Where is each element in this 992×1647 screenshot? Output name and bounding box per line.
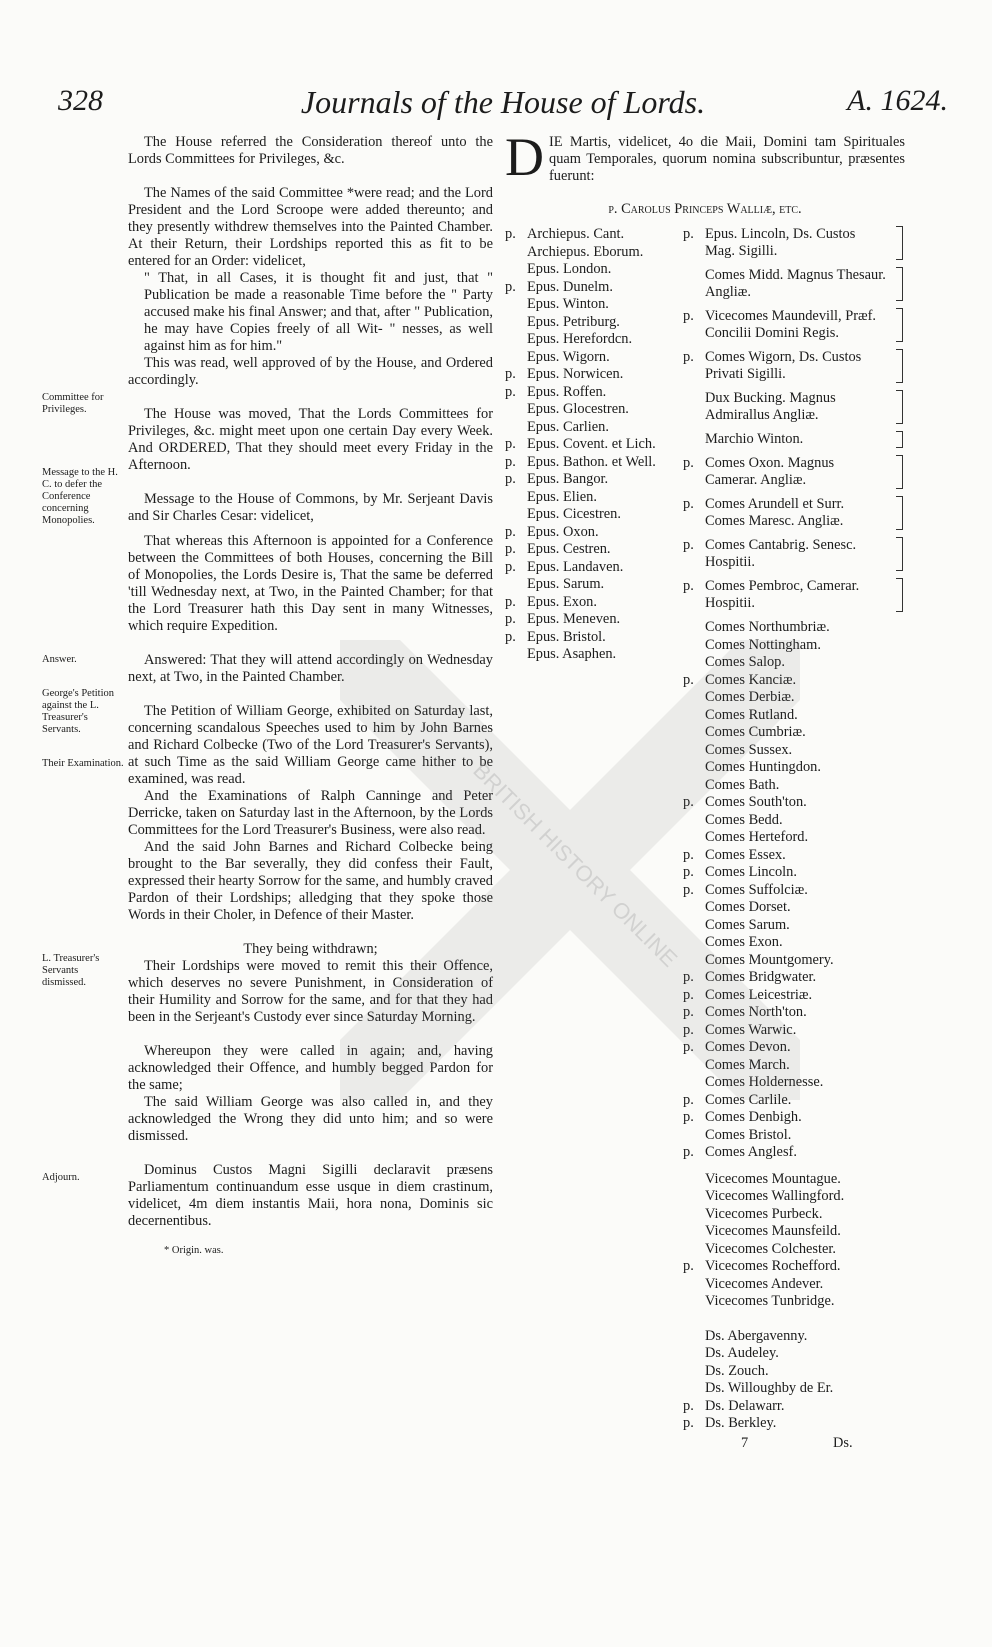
barons-list [683, 1328, 905, 1433]
catchword: Ds. [833, 1434, 853, 1451]
watermark-text: BRITISH HISTORY ONLINE [468, 757, 683, 972]
attendee-entry: p. Ds. Delawarr. [683, 1398, 905, 1416]
running-title: Journals of the House of Lords. [300, 84, 706, 120]
paragraph: The said William George was also called in, and they acknowledged the Wrong they did unto him; and so were dismissed. [128, 1094, 493, 1144]
attendee-entry: p. Ds. Berkley. [683, 1415, 905, 1433]
attendee-entry: Comes Bedd. [705, 811, 783, 828]
attendee-entry: p. Comes Devon. [683, 1039, 905, 1057]
attendee-entry: Comes Mountgomery. [705, 951, 834, 968]
paragraph: That whereas this Afternoon is appointed for a Conference between the Committees of both Houses, concerning the Bill of Monopolies, the Lords Desire is, That the same be deferred 'till Wednesday next, at Two, in the Painted Chamber; for that the Lord Treasurer hath this Day sent in many Witnesses, which require Expedition. [128, 533, 493, 634]
attendee-entry: Ds. Zouch. [705, 1362, 769, 1379]
attendee-entry: Epus. Sarum. [527, 576, 605, 592]
attendee-entry: Comes Sarum. [705, 916, 790, 933]
margin-note: Message to the H. C. to defer the Conference concerning Monopolies. [42, 467, 118, 526]
attendee-entry: p. Epus. Meneven. [505, 611, 685, 629]
attendee-entry: Comes Northumbriæ. [705, 619, 830, 635]
attendee-entry: p. Epus. Covent. et Lich. [505, 436, 685, 454]
attendee-entry: p. Comes Kanciæ. [683, 672, 905, 690]
attendee-entry: p. Comes Warwic. [683, 1022, 905, 1040]
attendee-entry: Comes Sussex. [705, 741, 793, 758]
paragraph: They being withdrawn; [243, 941, 378, 957]
attendee-entry: Epus. Petriburg. [527, 313, 620, 330]
attendee-entry: p. Vicecomes Maundevill, Præf. Concilii Domini Regis. [683, 308, 905, 342]
attendee-entry: p. Comes Anglesf. [683, 1144, 905, 1162]
attendee-entry: Ds. Abergavenny. [705, 1327, 808, 1344]
attendee-entry: Comes Bristol. [705, 1126, 792, 1143]
attendee-entry: p. Comes Lincoln. [683, 864, 905, 882]
attendee-entry: p. Archiepus. Cant. [505, 226, 685, 244]
attendee-entry: p. Comes Essex. [683, 847, 905, 865]
earls-list [683, 619, 905, 1162]
attendee-entry: Archiepus. Eborum. [527, 243, 644, 260]
paragraph: This was read, well approved of by the House, and Ordered accordingly. [128, 355, 493, 388]
attendee-entry: p. Epus. Cestren. [505, 541, 685, 559]
footnote: * Origin. was. [164, 1245, 224, 1256]
margin-note: Answer. [42, 654, 77, 665]
attendee-entry: Epus. Cicestren. [527, 506, 621, 522]
attendee-entry: Comes Rutland. [705, 706, 798, 723]
attendee-entry: Vicecomes Andever. [705, 1275, 824, 1292]
attendee-entry: p. Comes Wigorn, Ds. Custos Privati Sigilli. [683, 349, 905, 383]
attendee-entry: p. Vicecomes Rochefford. [683, 1258, 905, 1276]
attendee-entry: Epus. London. [527, 261, 612, 277]
attendee-entry: Vicecomes Mountague. [705, 1170, 841, 1187]
signature-mark: 7 [741, 1434, 749, 1451]
margin-note: George's Petition against the L. Treasurer's Servants. [42, 688, 114, 735]
paragraph: Message to the House of Commons, by Mr. Serjeant Davis and Sir Charles Cesar: videlicet, [128, 491, 493, 524]
attendee-entry: Epus. Wigorn. [527, 348, 610, 365]
attendee-entry: p. Comes Pembroc, Camerar. Hospitii. [683, 578, 905, 612]
attendee-entry: Vicecomes Purbeck. [705, 1205, 823, 1222]
margin-note: Their Examination. [42, 758, 124, 769]
attendee-entry: Comes Nottingham. [705, 636, 821, 653]
attendee-entry: p. Epus. Bristol. [505, 629, 685, 647]
paragraph: And the said John Barnes and Richard Colbecke being brought to the Bar severally, they did confess their Fault, expressed their hearty Sorrow for the same, and humbly craved Pardon of their Lordships; alledging that they spoke those Words in their Choler, in Defence of their Master. [128, 839, 493, 923]
paragraph: Whereupon they were called in again; and, having acknowledged their Offence, and humbly begged Pardon for the same; [128, 1043, 493, 1093]
attendee-entry: Comes Derbiæ. [705, 689, 795, 705]
attendee-entry: Vicecomes Colchester. [705, 1240, 837, 1257]
margin-note: Committee for Privileges. [42, 392, 104, 415]
attendee-entry: p. Comes Arundell et Surr. Comes Maresc. Angliæ. [683, 496, 905, 530]
attendee-entry: Comes Holdernesse. [705, 1074, 824, 1090]
attendee-entry: p. Comes Bridgwater. [683, 969, 905, 987]
attendee-entry: Ds. Willoughby de Er. [705, 1380, 834, 1396]
paragraph: The Petition of William George, exhibited on Saturday last, concerning scandalous Speeches used to him by John Barnes and Richard Colbecke (Two of the Lord Treasurer's Servants), at such Time as the said William George came hither to be examined, was read. [128, 703, 493, 787]
attendee-entry: Comes Dorset. [705, 899, 791, 915]
left-column [128, 134, 493, 1259]
attendee-entry: p. Epus. Oxon. [505, 524, 685, 542]
peers-column [683, 226, 905, 1453]
page-header [58, 84, 948, 124]
attendee-entry: Epus. Herefordcn. [527, 331, 633, 347]
attendee-entry: p. Epus. Exon. [505, 594, 685, 612]
page-foot [683, 1433, 905, 1453]
attendee-entry: Comes March. [705, 1056, 790, 1073]
officers-list [683, 226, 905, 612]
attendee-entry: p. Epus. Landaven. [505, 559, 685, 577]
session-intro: DIE Martis, videlicet, 4o die Maii, Domini tam Spirituales quam Temporales, quorum nomina subscribuntur, præsentes fuerunt: [505, 127, 905, 187]
paragraph: The House referred the Consideration thereof unto the Lords Committees for Privileges, &c. [128, 134, 493, 167]
attendee-entry: Dux Bucking. Magnus Admirallus Angliæ. [683, 390, 905, 424]
attendee-entry: p. Comes Denbigh. [683, 1109, 905, 1127]
bishops-column [505, 226, 685, 664]
paragraph: And the Examinations of Ralph Canninge and Peter Derricke, taken on Saturday last in the Afternoon, by the Lords Committees for the Lord Treasurer's Business, were also read. [128, 788, 493, 838]
margin-note: L. Treasurer's Servants dismissed. [42, 953, 100, 988]
margin-note: Adjourn. [42, 1172, 80, 1183]
attendee-entry: p. Comes Cantabrig. Senesc. Hospitii. [683, 537, 905, 571]
attendee-entry: p. Comes Suffolciæ. [683, 882, 905, 900]
attendee-entry: p. Epus. Lincoln, Ds. Custos Mag. Sigilli. [683, 226, 905, 260]
attendee-entry: Comes Herteford. [705, 829, 809, 845]
adjournment: Dominus Custos Magni Sigilli declaravit præsens Parliamentum continuandum esse usque in diem crastinum, videlicet, 4m diem instantis Maii, hora nona, Dominis sic decernentibus. [128, 1162, 493, 1229]
attendee-entry: Epus. Elien. [527, 488, 597, 505]
attendee-entry: Comes Huntingdon. [705, 759, 821, 775]
attendee-entry: Ds. Audeley. [705, 1345, 779, 1361]
attendee-entry: Comes Cumbriæ. [705, 724, 806, 740]
attendee-entry: p. Epus. Bathon. et Well. [505, 454, 685, 472]
attendee-entry: p. Comes Carlile. [683, 1092, 905, 1110]
attendance-heading: p. Carolus Princeps Walliæ, etc. [608, 201, 802, 217]
attendee-entry: p. Comes North'ton. [683, 1004, 905, 1022]
paragraph: Answered: That they will attend accordingly on Wednesday next, at Two, in the Painted Chamber. [128, 652, 493, 685]
order-quote: " That, in all Cases, it is thought fit and just, that " Publication be made a reasonable Time before the " Party accused make his final Answer; and that, after " Publication, he may have Copies freely of all Wit- " nesses, as well against him as for him." [144, 270, 493, 354]
attendee-entry: Epus. Carlien. [527, 418, 609, 435]
attendee-entry: Vicecomes Maunsfeild. [705, 1223, 841, 1239]
paragraph: The House was moved, That the Lords Committees for Privileges, &c. might meet upon one certain Day every Week. And ORDERED, That they should meet every Friday in the Afternoon. [128, 406, 493, 473]
attendee-entry: Marchio Winton. [683, 431, 905, 448]
attendee-entry: p. Comes Oxon. Magnus Camerar. Angliæ. [683, 455, 905, 489]
attendee-entry: Epus. Glocestren. [527, 401, 629, 417]
attendee-entry: p. Epus. Norwicen. [505, 366, 685, 384]
attendee-entry: Epus. Asaphen. [527, 646, 617, 662]
attendee-entry: Comes Midd. Magnus Thesaur. Angliæ. [683, 267, 905, 301]
viscounts-list [683, 1171, 905, 1311]
attendee-entry: p. Comes South'ton. [683, 794, 905, 812]
attendee-entry: Epus. Winton. [527, 296, 609, 312]
attendee-entry: p. Comes Leicestriæ. [683, 987, 905, 1005]
paragraph: Their Lordships were moved to remit this their Offence, which deserves no severe Punishment, in Consideration of their Humility and Sorrow for the same, and for that they had been in the Serjeant's Custody ever since Saturday Morning. [128, 958, 493, 1025]
attendee-entry: Comes Bath. [705, 776, 780, 793]
attendee-entry: Vicecomes Tunbridge. [705, 1293, 835, 1309]
page-number: 328 [58, 84, 103, 117]
drop-cap: D [505, 127, 544, 187]
attendee-entry: p. Epus. Bangor. [505, 471, 685, 489]
attendee-entry: p. Epus. Roffen. [505, 384, 685, 402]
attendee-entry: Vicecomes Wallingford. [705, 1188, 845, 1204]
paragraph: The Names of the said Committee *were read; and the Lord President and the Lord Scroope were added thereunto; and they presently withdrew themselves into the Painted Chamber. At their Return, their Lordships reported this as fit to be entered for an Order: videlicet, [128, 185, 493, 269]
attendee-entry: p. Epus. Dunelm. [505, 279, 685, 297]
attendee-entry: Comes Exon. [705, 934, 783, 950]
year-heading: A. 1624. [847, 84, 948, 117]
attendee-entry: Comes Salop. [705, 654, 785, 670]
